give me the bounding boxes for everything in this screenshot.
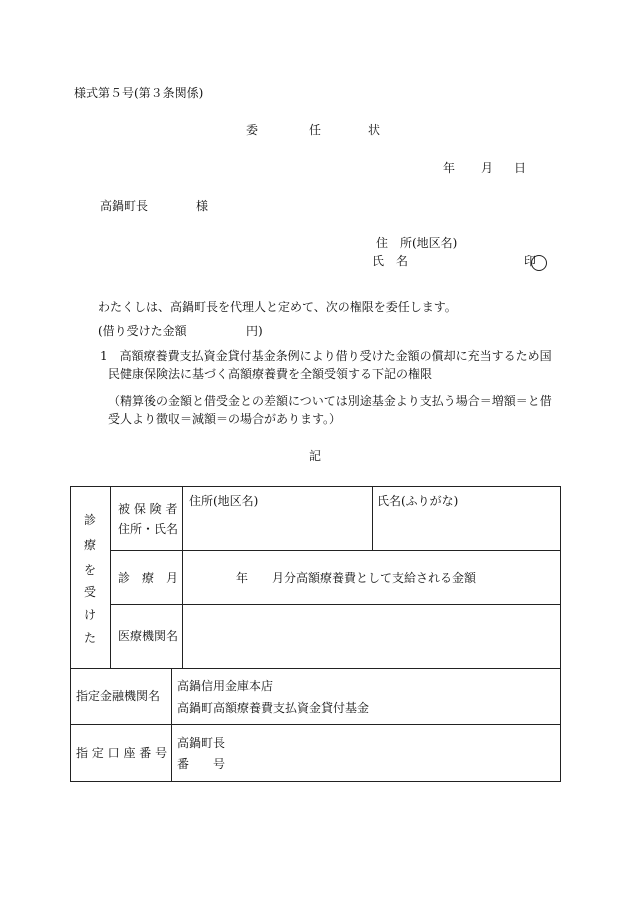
date-day: 日 <box>514 161 527 175</box>
note-line2: 受人より徴収＝減額＝の場合があります。） <box>108 412 342 426</box>
insured-label-line1: 被 保 険 者 <box>118 502 178 516</box>
item1-line2: 民健康保険法に基づく高額療養費を全額受領する下記の権限 <box>108 367 433 381</box>
recipient-suffix: 様 <box>196 199 209 213</box>
institution-label: 医療機関名 <box>118 629 179 643</box>
bank-label: 指定金融機関名 <box>76 689 161 703</box>
date-month: 月 <box>481 161 494 175</box>
bank-line2: 高鍋町高額療養費支払資金貸付基金 <box>177 701 370 715</box>
loan-suffix: 円) <box>246 324 263 338</box>
vertical-label-4: 受 <box>83 585 96 599</box>
form-number: 様式第５号(第３条関係) <box>74 86 204 100</box>
name-label: 氏 名 <box>372 254 409 268</box>
address-label: 住 所(地区名) <box>376 236 458 250</box>
intro-text: わたくしは、高鍋町長を代理人と定めて、次の権限を委任します。 <box>98 300 457 314</box>
note-line1: （精算後の金額と借受金との差額については別途基金より支払う場合＝増額＝と借 <box>108 394 552 408</box>
address-header: 住所(地区名) <box>189 494 259 508</box>
ki-label: 記 <box>309 449 322 463</box>
insured-label-line2: 住所・氏名 <box>118 522 179 536</box>
account-line2: 番 号 <box>177 757 226 771</box>
recipient: 高鍋町長 <box>100 199 149 213</box>
month-text: 月分高額療養費として支給される金額 <box>272 571 477 585</box>
vertical-label-6: た <box>83 631 96 645</box>
seal-circle <box>531 255 547 271</box>
account-label: 指 定 口 座 番 号 <box>76 746 168 760</box>
item1-line1: 1 高額療養費支払資金貸付基金条例により借り受けた金額の償却に充当するため国 <box>100 349 552 363</box>
bank-line1: 高鍋信用金庫本店 <box>177 679 274 693</box>
vertical-label-3: を <box>83 563 96 577</box>
month-year: 年 <box>236 571 249 585</box>
name-header: 氏名(ふりがな) <box>377 494 459 508</box>
title-char-2: 任 <box>309 123 322 137</box>
vertical-label-5: け <box>83 608 96 622</box>
seal-char: 印 <box>524 254 537 268</box>
date-year: 年 <box>443 161 456 175</box>
loan-prefix: (借り受けた金額 <box>98 324 187 338</box>
vertical-label-1: 診 <box>83 513 96 527</box>
vertical-label-2: 療 <box>83 538 96 552</box>
month-label: 診 療 月 <box>118 571 179 585</box>
account-line1: 高鍋町長 <box>177 736 226 750</box>
title-char-1: 委 <box>246 123 259 137</box>
title-char-3: 状 <box>368 123 381 137</box>
